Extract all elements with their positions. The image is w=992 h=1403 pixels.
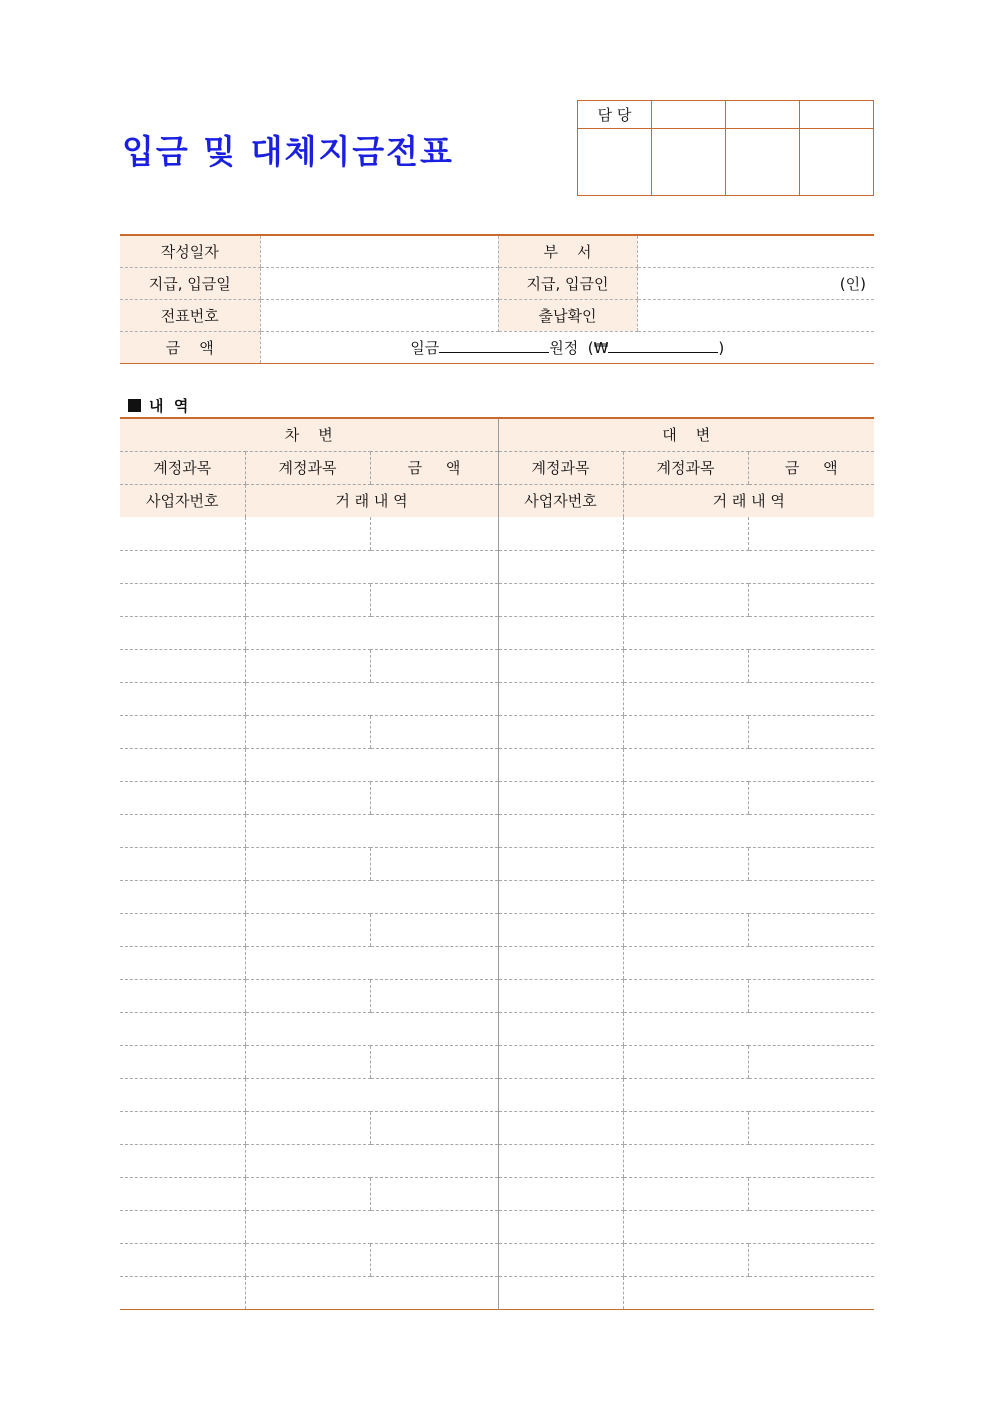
credit-desc-cell[interactable] xyxy=(623,1210,874,1243)
credit-bizno-cell[interactable] xyxy=(498,1144,623,1177)
table-row xyxy=(120,583,874,616)
voucher-info-table xyxy=(120,234,874,364)
table-row xyxy=(120,880,874,913)
debit-account2-cell[interactable] xyxy=(245,715,370,748)
approval-header-cell xyxy=(652,101,726,129)
approval-sign-cell[interactable] xyxy=(578,129,652,196)
credit-desc-cell[interactable] xyxy=(623,1078,874,1111)
debit-bizno-cell[interactable] xyxy=(120,748,245,781)
debit-account2-cell[interactable] xyxy=(245,649,370,682)
credit-bizno-cell[interactable] xyxy=(498,814,623,847)
debit-account2-cell[interactable] xyxy=(245,1111,370,1144)
approval-sign-cell[interactable] xyxy=(652,129,726,196)
credit-account2-cell[interactable] xyxy=(623,913,748,946)
credit-account-cell[interactable] xyxy=(498,1111,623,1144)
debit-amount-cell[interactable] xyxy=(370,1111,498,1144)
debit-desc-cell[interactable] xyxy=(245,1276,498,1309)
debit-account-cell[interactable] xyxy=(120,583,245,616)
debit-bizno-header: 사업자번호 xyxy=(120,484,245,517)
voucher-number-field[interactable] xyxy=(260,299,498,331)
debit-account-cell[interactable] xyxy=(120,1177,245,1210)
debit-desc-cell[interactable] xyxy=(245,880,498,913)
payment-date-label: 지급, 입금일 xyxy=(120,267,260,299)
table-row xyxy=(120,1012,874,1045)
debit-account-cell[interactable] xyxy=(120,715,245,748)
approval-header-cell xyxy=(726,101,800,129)
detail-body xyxy=(120,517,874,1309)
debit-account2-cell[interactable] xyxy=(245,583,370,616)
table-row xyxy=(120,847,874,880)
debit-amount-cell[interactable] xyxy=(370,715,498,748)
credit-account-cell[interactable] xyxy=(498,1243,623,1276)
debit-account2-cell[interactable] xyxy=(245,1045,370,1078)
debit-account2-cell[interactable] xyxy=(245,1243,370,1276)
debit-amount-cell[interactable] xyxy=(370,1045,498,1078)
credit-amount-cell[interactable] xyxy=(748,583,874,616)
debit-amount-cell[interactable] xyxy=(370,781,498,814)
amount-field[interactable] xyxy=(260,331,874,363)
debit-account-cell[interactable] xyxy=(120,1243,245,1276)
table-row xyxy=(120,616,874,649)
debit-desc-cell[interactable] xyxy=(245,1144,498,1177)
credit-amount-cell[interactable] xyxy=(748,979,874,1012)
credit-desc-cell[interactable] xyxy=(623,814,874,847)
payer-field[interactable]: (인) xyxy=(637,267,874,299)
section-title: 내 역 xyxy=(128,395,188,416)
debit-desc-cell[interactable] xyxy=(245,1210,498,1243)
debit-bizno-cell[interactable] xyxy=(120,550,245,583)
credit-account2-cell[interactable] xyxy=(623,583,748,616)
amount-mid: 원정 (₩ xyxy=(549,338,609,357)
debit-account2-cell[interactable] xyxy=(245,517,370,550)
debit-desc-cell[interactable] xyxy=(245,682,498,715)
credit-amount-cell[interactable] xyxy=(748,1243,874,1276)
debit-bizno-cell[interactable] xyxy=(120,1012,245,1045)
amount-label: 금 액 xyxy=(120,331,260,363)
credit-desc-cell[interactable] xyxy=(623,1144,874,1177)
credit-amount-cell[interactable] xyxy=(748,1045,874,1078)
debit-account-cell[interactable] xyxy=(120,517,245,550)
credit-bizno-cell[interactable] xyxy=(498,616,623,649)
credit-amount-cell[interactable] xyxy=(748,1177,874,1210)
debit-bizno-cell[interactable] xyxy=(120,682,245,715)
amount-korean-blank[interactable] xyxy=(439,338,549,353)
debit-bizno-cell[interactable] xyxy=(120,946,245,979)
credit-desc-cell[interactable] xyxy=(623,946,874,979)
credit-account2-cell[interactable] xyxy=(623,847,748,880)
credit-desc-cell[interactable] xyxy=(623,748,874,781)
debit-bizno-cell[interactable] xyxy=(120,1210,245,1243)
debit-amount-cell[interactable] xyxy=(370,979,498,1012)
table-row xyxy=(120,814,874,847)
credit-account-cell[interactable] xyxy=(498,1177,623,1210)
table-row xyxy=(120,517,874,550)
credit-bizno-cell[interactable] xyxy=(498,550,623,583)
credit-amount-cell[interactable] xyxy=(748,517,874,550)
debit-account2-header: 계정과목 xyxy=(245,451,370,484)
debit-header: 차 변 xyxy=(120,418,498,451)
credit-amount-cell[interactable] xyxy=(748,781,874,814)
table-row xyxy=(120,550,874,583)
debit-account2-cell[interactable] xyxy=(245,979,370,1012)
debit-desc-cell[interactable] xyxy=(245,1012,498,1045)
debit-account-cell[interactable] xyxy=(120,649,245,682)
credit-account-cell[interactable] xyxy=(498,913,623,946)
credit-amount-header: 금 액 xyxy=(748,451,874,484)
credit-account-header: 계정과목 xyxy=(498,451,623,484)
debit-desc-cell[interactable] xyxy=(245,616,498,649)
debit-bizno-cell[interactable] xyxy=(120,814,245,847)
debit-bizno-cell[interactable] xyxy=(120,1078,245,1111)
table-row xyxy=(120,946,874,979)
credit-amount-cell[interactable] xyxy=(748,649,874,682)
credit-desc-cell[interactable] xyxy=(623,682,874,715)
credit-account-cell[interactable] xyxy=(498,1045,623,1078)
credit-bizno-cell[interactable] xyxy=(498,946,623,979)
amount-prefix: 일금 xyxy=(410,338,440,357)
debit-bizno-cell[interactable] xyxy=(120,880,245,913)
credit-bizno-header: 사업자번호 xyxy=(498,484,623,517)
credit-account-cell[interactable] xyxy=(498,979,623,1012)
credit-account2-cell[interactable] xyxy=(623,715,748,748)
credit-account-cell[interactable] xyxy=(498,781,623,814)
debit-account2-cell[interactable] xyxy=(245,847,370,880)
credit-account-cell[interactable] xyxy=(498,517,623,550)
cashier-check-field[interactable] xyxy=(637,299,874,331)
debit-desc-cell[interactable] xyxy=(245,748,498,781)
debit-desc-cell[interactable] xyxy=(245,946,498,979)
debit-account-cell[interactable] xyxy=(120,1111,245,1144)
approval-sign-cell[interactable] xyxy=(800,129,874,196)
debit-bizno-cell[interactable] xyxy=(120,616,245,649)
payer-label: 지급, 입금인 xyxy=(498,267,637,299)
debit-amount-cell[interactable] xyxy=(370,649,498,682)
debit-account-cell[interactable] xyxy=(120,1045,245,1078)
amount-suffix: ) xyxy=(718,338,725,357)
debit-account2-cell[interactable] xyxy=(245,781,370,814)
credit-account2-cell[interactable] xyxy=(623,649,748,682)
table-row xyxy=(120,1276,874,1309)
date-written-label: 작성일자 xyxy=(120,235,260,267)
amount-number-blank[interactable] xyxy=(608,338,718,353)
debit-amount-cell[interactable] xyxy=(370,517,498,550)
table-row xyxy=(120,1111,874,1144)
page-title: 입금 및 대체지금전표 xyxy=(122,132,454,171)
debit-amount-cell[interactable] xyxy=(370,583,498,616)
credit-bizno-cell[interactable] xyxy=(498,880,623,913)
table-row xyxy=(120,1144,874,1177)
credit-account-cell[interactable] xyxy=(498,715,623,748)
debit-desc-cell[interactable] xyxy=(245,1078,498,1111)
credit-desc-cell[interactable] xyxy=(623,1276,874,1309)
credit-account2-cell[interactable] xyxy=(623,979,748,1012)
department-field[interactable] xyxy=(637,235,874,267)
debit-amount-cell[interactable] xyxy=(370,1177,498,1210)
table-row xyxy=(120,1045,874,1078)
credit-account2-cell[interactable] xyxy=(623,1243,748,1276)
table-row xyxy=(120,649,874,682)
debit-account-cell[interactable] xyxy=(120,913,245,946)
credit-account2-cell[interactable] xyxy=(623,1177,748,1210)
debit-account-header: 계정과목 xyxy=(120,451,245,484)
debit-account-cell[interactable] xyxy=(120,979,245,1012)
table-row xyxy=(120,781,874,814)
table-row xyxy=(120,1078,874,1111)
table-row xyxy=(120,1210,874,1243)
credit-desc-cell[interactable] xyxy=(623,616,874,649)
credit-account2-header: 계정과목 xyxy=(623,451,748,484)
credit-account-cell[interactable] xyxy=(498,847,623,880)
credit-desc-header: 거 래 내 역 xyxy=(623,484,874,517)
credit-header: 대 변 xyxy=(498,418,874,451)
credit-amount-cell[interactable] xyxy=(748,847,874,880)
approval-box xyxy=(577,100,874,196)
credit-bizno-cell[interactable] xyxy=(498,748,623,781)
debit-desc-header: 거 래 내 역 xyxy=(245,484,498,517)
credit-desc-cell[interactable] xyxy=(623,550,874,583)
table-row xyxy=(120,913,874,946)
approval-sign-cell[interactable] xyxy=(726,129,800,196)
table-row xyxy=(120,1243,874,1276)
credit-desc-cell[interactable] xyxy=(623,1012,874,1045)
credit-desc-cell[interactable] xyxy=(623,880,874,913)
credit-amount-cell[interactable] xyxy=(748,1111,874,1144)
debit-amount-cell[interactable] xyxy=(370,847,498,880)
approval-header-cell xyxy=(800,101,874,129)
payment-date-field[interactable] xyxy=(260,267,498,299)
table-row xyxy=(120,682,874,715)
credit-bizno-cell[interactable] xyxy=(498,1012,623,1045)
credit-amount-cell[interactable] xyxy=(748,913,874,946)
debit-account2-cell[interactable] xyxy=(245,1177,370,1210)
credit-bizno-cell[interactable] xyxy=(498,1276,623,1309)
credit-account-cell[interactable] xyxy=(498,583,623,616)
debit-account-cell[interactable] xyxy=(120,847,245,880)
table-row xyxy=(120,1177,874,1210)
cashier-check-label: 출납확인 xyxy=(498,299,637,331)
credit-account2-cell[interactable] xyxy=(623,517,748,550)
square-bullet-icon xyxy=(128,399,141,412)
department-label: 부 서 xyxy=(498,235,637,267)
debit-desc-cell[interactable] xyxy=(245,550,498,583)
credit-amount-cell[interactable] xyxy=(748,715,874,748)
debit-account-cell[interactable] xyxy=(120,781,245,814)
credit-account2-cell[interactable] xyxy=(623,1045,748,1078)
credit-bizno-cell[interactable] xyxy=(498,1078,623,1111)
detail-table xyxy=(120,417,874,1310)
debit-desc-cell[interactable] xyxy=(245,814,498,847)
debit-bizno-cell[interactable] xyxy=(120,1276,245,1309)
debit-account2-cell[interactable] xyxy=(245,913,370,946)
debit-amount-header: 금 액 xyxy=(370,451,498,484)
credit-bizno-cell[interactable] xyxy=(498,1210,623,1243)
table-row xyxy=(120,979,874,1012)
debit-amount-cell[interactable] xyxy=(370,913,498,946)
voucher-number-label: 전표번호 xyxy=(120,299,260,331)
date-written-field[interactable] xyxy=(260,235,498,267)
table-row xyxy=(120,715,874,748)
debit-bizno-cell[interactable] xyxy=(120,1144,245,1177)
approval-label: 담 당 xyxy=(578,101,652,129)
credit-account2-cell[interactable] xyxy=(623,781,748,814)
credit-bizno-cell[interactable] xyxy=(498,682,623,715)
debit-amount-cell[interactable] xyxy=(370,1243,498,1276)
credit-account-cell[interactable] xyxy=(498,649,623,682)
table-row xyxy=(120,748,874,781)
credit-account2-cell[interactable] xyxy=(623,1111,748,1144)
